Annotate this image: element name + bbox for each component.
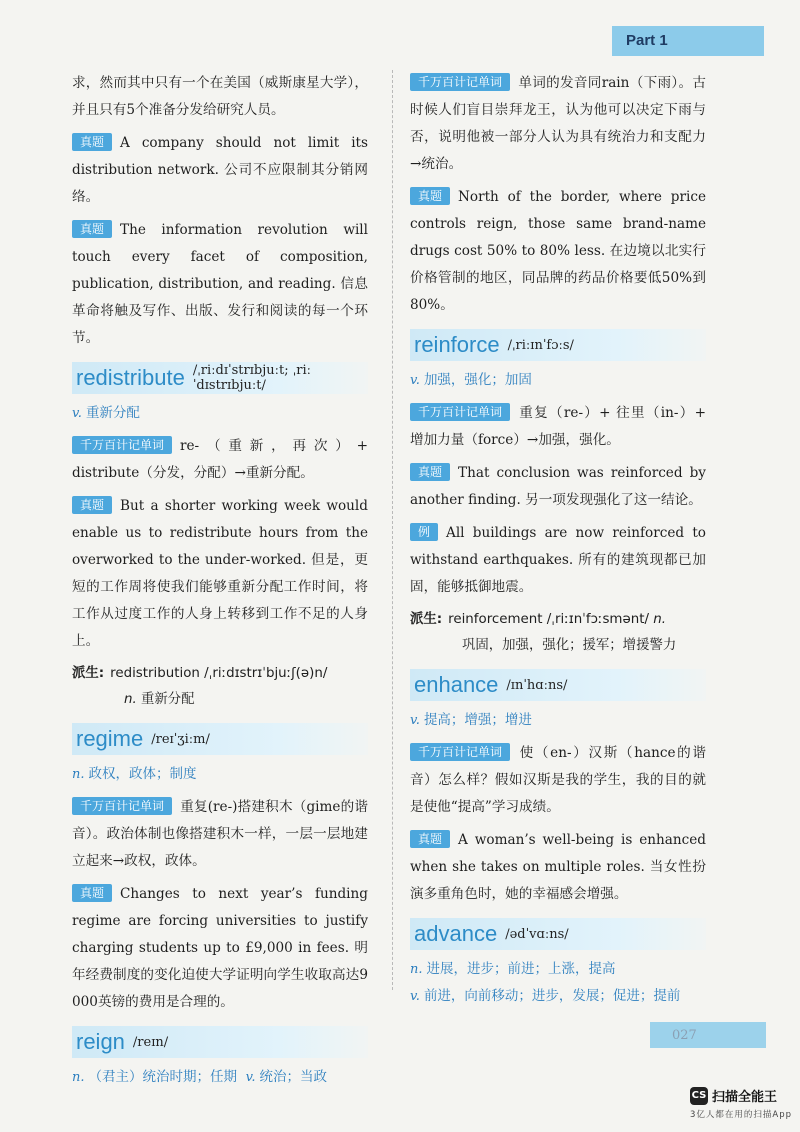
definition (410, 707, 706, 734)
part-of-speech: v. (72, 406, 82, 421)
definition-text: 政权，政体；制度 (88, 766, 197, 782)
derivative-def: 重新分配 (141, 692, 195, 707)
entry-header-advance (410, 918, 706, 950)
memory-text: 重复(re-)搭建积木（gime的谐音）。政治体制也像搭建积木一样，一层一层地建立起来→政权，政体。 (72, 799, 368, 869)
part-of-speech: v. (410, 373, 420, 388)
exam-text: That conclusion was reinforced by another finding. 另一项发现强化了这一结论。 (410, 465, 706, 508)
exam-sentence (72, 217, 368, 352)
definition (72, 1064, 368, 1091)
headword: reign (76, 1029, 125, 1054)
page-number-band (650, 1022, 766, 1048)
derivative-word: redistribution /ˌriːdɪstrɪˈbjuːʃ(ə)n/ (110, 666, 328, 681)
exam-tag: 真题 (410, 187, 450, 205)
memory-tip (410, 740, 706, 821)
memory-tip (410, 400, 706, 454)
memory-text: 单词的发音同rain（下雨）。古时候人们盲目崇拜龙王，认为他可以决定下雨与否，说明他被一部分人认为具有统治力和支配力→统治。 (410, 75, 706, 172)
definition (72, 400, 368, 427)
definition-text: 加强，强化；加固 (423, 372, 532, 388)
definition (72, 761, 368, 788)
exam-sentence (72, 881, 368, 1016)
memory-tag: 千万百计记单词 (410, 73, 510, 91)
intro-text: 求，然而其中只有一个在美国（威斯康星大学），并且只有5个准备分发给研究人员。 (72, 75, 368, 118)
memory-tag: 千万百计记单词 (72, 797, 172, 815)
definition-text: 进展，进步；前进；上涨，提高 (426, 961, 616, 977)
memory-tag: 千万百计记单词 (72, 436, 172, 454)
memory-tip (410, 70, 706, 178)
exam-text: A company should not limit its distribution network. 公司不应限制其分销网络。 (72, 135, 368, 205)
entry-header-regime (72, 723, 368, 755)
exam-sentence (410, 460, 706, 514)
definition (410, 956, 706, 1010)
exam-text: Changes to next year’s funding regime are forcing universities to justify charging students up to £9,000 in fees. 明年经费制度的变化迫使大学证明向学生收取高达9 000英镑的费用是合理的。 (72, 886, 368, 1010)
memory-tag: 千万百计记单词 (410, 403, 510, 421)
entry-header-reign (72, 1026, 368, 1058)
headword: advance (414, 921, 498, 946)
memory-text: 重复（re-）+ 往里（in-）+ 增加力量（force）→加强，强化。 (410, 405, 706, 448)
definition-text: 前进，向前移动；进步，发展；促进；提前 (423, 988, 681, 1004)
exam-sentence (72, 493, 368, 655)
derivative-def: 巩固，加强，强化；援军；增援警力 (462, 638, 677, 653)
part-of-speech: v. (245, 1070, 256, 1085)
scanner-tagline: 3亿人都在用的扫描App (690, 1110, 793, 1120)
example-sentence (410, 520, 706, 601)
left-column (72, 70, 368, 1097)
page-number: 027 (672, 1028, 697, 1043)
memory-text: re-（重新，再次）+ distribute（分发，分配）→重新分配。 (72, 438, 368, 481)
example-text: All buildings are now reinforced to withstand earthquakes. 所有的建筑现都已加固，能够抵御地震。 (410, 525, 706, 595)
entry-header-redistribute (72, 362, 368, 394)
derivative-pos: n. (653, 612, 666, 627)
derivative (72, 661, 368, 713)
part-of-speech: n. (410, 962, 423, 977)
headword: redistribute (76, 365, 185, 390)
memory-text: 使（en-）汉斯（hance的谐音）怎么样？假如汉斯是我的学生，我的目的就是使他“提高”学习成绩。 (410, 745, 706, 815)
entry-header-reinforce (410, 329, 706, 361)
scanner-watermark (690, 1086, 777, 1105)
headword: regime (76, 726, 144, 751)
entry-header-enhance (410, 669, 706, 701)
exam-tag: 真题 (72, 496, 112, 514)
memory-tip (72, 433, 368, 487)
derivative (410, 607, 706, 659)
derivative-label: 派生: (72, 666, 105, 681)
exam-text: The information revolution will touch every facet of composition, publication, distribution, and reading. 信息革命将触及写作、出版、发行和阅读的每一个环节。 (72, 222, 368, 346)
scanner-app-name: 扫描全能王 (712, 1090, 778, 1105)
exam-sentence (410, 184, 706, 319)
part-of-speech: n. (72, 1070, 85, 1085)
derivative-label: 派生: (410, 612, 443, 627)
part-of-speech: v. (410, 989, 420, 1004)
definition (410, 367, 706, 394)
part-of-speech: n. (72, 767, 85, 782)
exam-text: But a shorter working week would enable us to redistribute hours from the overworked to the under-worked. 但是，更短的工作周将使我们能够重新分配工作时间，将工作从过度工作的人身上转移到工作不足的人身上。 (72, 498, 368, 649)
part-label: Part 1 (612, 26, 764, 56)
exam-tag: 真题 (72, 220, 112, 238)
memory-tag: 千万百计记单词 (410, 743, 510, 761)
phonetic: /ɪnˈhɑːns/ (506, 677, 568, 693)
definition-text: 统治；当政 (259, 1069, 328, 1085)
exam-text: North of the border, where price controls reign, those same brand-name drugs cost 50% to 80% less. 在边境以北实行价格管制的地区，同品牌的药品价格要低50%到80%。 (410, 189, 706, 313)
exam-tag: 真题 (410, 463, 450, 481)
exam-tag: 真题 (72, 884, 112, 902)
memory-tip (72, 794, 368, 875)
exam-tag: 真题 (72, 133, 112, 151)
definition-text: （君主）统治时期；任期 (88, 1069, 238, 1085)
phonetic: /ədˈvɑːns/ (505, 926, 569, 942)
example-tag: 例 (410, 523, 438, 541)
definition-text: 提高；增强；增进 (423, 712, 532, 728)
column-divider (392, 70, 393, 990)
camscanner-logo-icon: CS (690, 1087, 708, 1105)
right-column (410, 70, 706, 1016)
part-of-speech: v. (410, 713, 420, 728)
headword: enhance (414, 672, 499, 697)
phonetic: /ˌriːdɪˈstrɪbjuːt; ˌriːˈdɪstrɪbjuːt/ (192, 363, 312, 393)
phonetic: /ˌriːɪnˈfɔːs/ (507, 337, 574, 353)
phonetic: /reɪn/ (132, 1034, 169, 1050)
derivative-word: reinforcement /ˌriːɪnˈfɔːsmənt/ (448, 612, 649, 627)
derivative-pos: n. (124, 692, 137, 707)
definition-text: 重新分配 (85, 405, 140, 421)
exam-sentence (410, 827, 706, 908)
exam-text: A woman’s well-being is enhanced when she takes on multiple roles. 当女性扮演多重角色时，她的幸福感会增强。 (410, 832, 706, 902)
exam-tag: 真题 (410, 830, 450, 848)
phonetic: /reɪˈʒiːm/ (151, 731, 210, 747)
exam-sentence (72, 130, 368, 211)
headword: reinforce (414, 332, 500, 357)
